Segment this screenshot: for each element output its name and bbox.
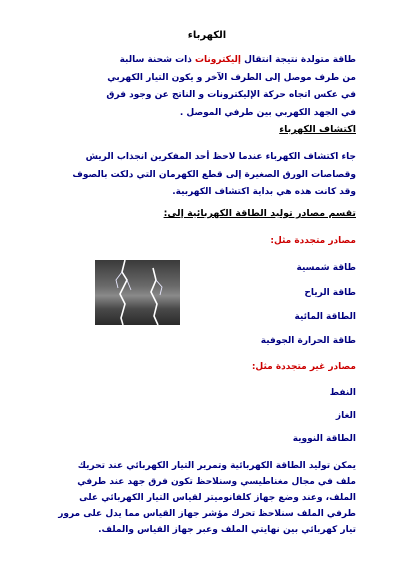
nonrenewable-item-oil: النفط	[329, 388, 356, 398]
nonrenewable-sources-label: مصادر غير متجددة مثل:	[251, 362, 356, 372]
discovery-heading: اكتشاف الكهرباء	[279, 124, 356, 135]
renewable-item-solar: طاقة شمسية	[296, 263, 356, 273]
nonrenewable-item-gas: الغاز	[335, 411, 356, 421]
closing-paragraph: يمكن توليد الطاقة الكهربائية وتمرير التيار الكهربائي عند تحريك ملف في مجال مغناطيسي وسنلاحظ تكون فرق جهد عند طرفي الملف، وعند وضع جهاز كلفانوميتر لقياس التيار الكهربائي على طرفي الملف سنلاحظ تحرك مؤشر جهاز القياس مما يدل على مرور تيار كهربائي بين نهايتي الملف وعبر جهاز القياس والملف.	[58, 461, 356, 535]
renewable-item-hydro: الطاقة المائية	[294, 312, 356, 322]
nonrenewable-item-nuclear: الطاقة النووية	[292, 434, 356, 444]
renewable-sources-label: مصادر متجددة مثل:	[270, 236, 356, 246]
lightning-photo	[95, 260, 180, 325]
intro-highlight: إليكترونات	[194, 55, 241, 65]
intro-text-end: ذات شحنة سالبة من طرف موصل إلى الطرف الآخر و يكون التيار الكهربي في عكس اتجاه حركة الإليكترونات و الناتج عن وجود فرق في الجهد الكهربي بين طرفي الموصل .	[106, 55, 356, 118]
sources-heading: تقسم مصادر توليد الطاقة الكهربائية إلى:	[163, 208, 356, 219]
renewable-item-wind: طاقة الرياح	[304, 288, 356, 298]
page-title: الكهرباء	[187, 30, 227, 41]
lightning-bolt-icon	[95, 260, 180, 325]
renewable-item-geothermal: طاقة الحرارة الجوفية	[260, 336, 356, 346]
intro-paragraph	[104, 52, 356, 122]
discovery-paragraph: جاء اكتشاف الكهرباء عندما لاحظ أحد المفكرين انجذاب الريش وقصاصات الورق الصغيرة إلى قطع الكهرمان التي دلكت بالصوف وقد كانت هذه هي بداية اكتشاف الكهربية.	[72, 152, 356, 197]
intro-text-start: طاقة متولدة نتيجة انتقال	[241, 55, 356, 65]
